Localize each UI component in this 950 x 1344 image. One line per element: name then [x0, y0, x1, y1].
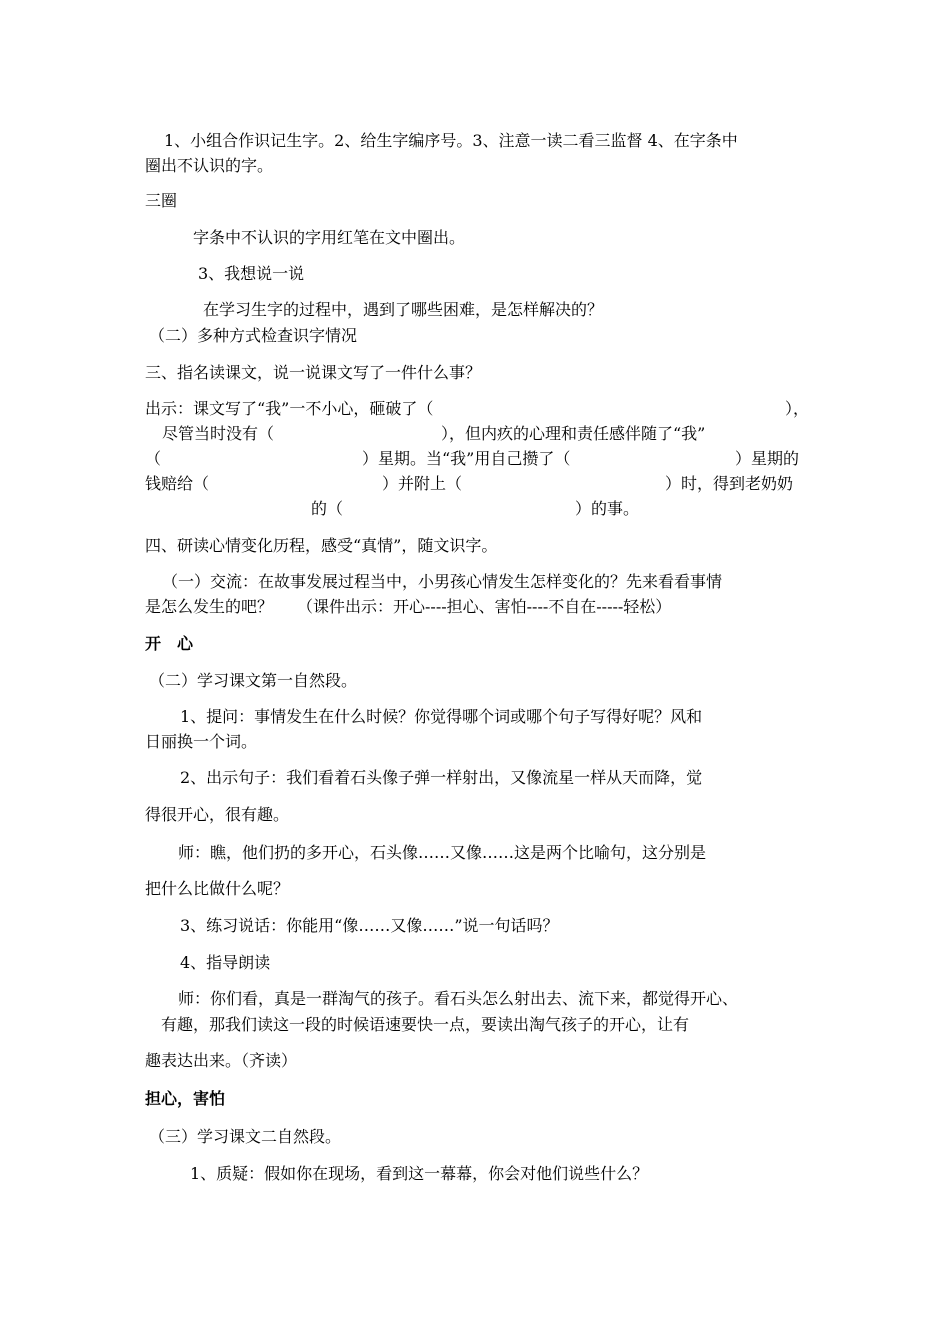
text-line: （一）交流：在故事发展过程当中，小男孩心情发生怎样变化的？先来看看事情 [162, 572, 723, 591]
text-line: 圈出不认识的字。 [145, 156, 274, 175]
text-line: （三）学习课文二自然段。 [149, 1127, 342, 1146]
text-line: 出示：课文写了“我”一不小心，砸破了（ [145, 399, 434, 418]
section-label: 三圈 [145, 191, 178, 210]
mood-heading: 开 心 [145, 634, 194, 653]
text-line: ）星期的 [735, 449, 800, 468]
text-line: ）， [785, 399, 810, 418]
text-line: 2、出示句子：我们看着石头像子弹一样射出，又像流星一样从天而降，觉 [180, 768, 703, 787]
text-line: ）并附上（ [382, 474, 463, 493]
text-line: 把什么比做什么呢？ [145, 879, 290, 898]
text-line: （ [145, 449, 162, 468]
text-line: 有趣，那我们读这一段的时候语速要快一点，要读出淘气孩子的开心，让有 [161, 1015, 690, 1034]
text-line: 日丽换一个词。 [145, 732, 258, 751]
text-line: 3、练习说话：你能用“像……又像……”说一句话吗？ [180, 916, 559, 935]
text-line: 师：你们看，真是一群淘气的孩子。看石头怎么射出去、流下来，都觉得开心、 [178, 989, 739, 1008]
text-line: 师：瞧，他们扔的多开心，石头像……又像……这是两个比喻句，这分别是 [178, 843, 707, 862]
text-line: 得很开心，很有趣。 [145, 805, 290, 824]
section-heading: 四、研读心情变化历程，感受“真情”，随文识字。 [145, 536, 498, 555]
text-line: 是怎么发生的吧？ （课件出示：开心----担心、害怕----不自在-----轻松） [145, 597, 672, 616]
text-line: 3、我想说一说 [198, 264, 305, 283]
text-line: ）时，得到老奶奶 [665, 474, 794, 493]
text-line: 1、提问：事情发生在什么时候？你觉得哪个词或哪个句子写得好呢？风和 [180, 707, 703, 726]
text-line: 1、质疑：假如你在现场，看到这一幕幕，你会对他们说些什么？ [190, 1164, 649, 1183]
text-line: 在学习生字的过程中，遇到了哪些困难，是怎样解决的？ [203, 300, 604, 319]
text-line: 钱赔给（ [145, 474, 210, 493]
text-line: ）星期。当“我”用自己攒了（ [362, 449, 571, 468]
text-line: 趣表达出来。（齐读） [145, 1051, 298, 1070]
text-line: 字条中不认识的字用红笔在文中圈出。 [193, 228, 466, 247]
text-line: 尽管当时没有（ [162, 424, 275, 443]
text-line: 的（ [311, 499, 344, 518]
section-heading: 三、指名读课文，说一说课文写了一件什么事？ [145, 363, 482, 382]
text-line: （二）多种方式检查识字情况 [149, 326, 358, 345]
text-line: 1、小组合作识记生字。2、给生字编序号。3、注意一读二看三监督 4、在字条中 [164, 131, 738, 150]
text-line: ）的事。 [575, 499, 640, 518]
text-line: （二）学习课文第一自然段。 [149, 671, 358, 690]
text-line: ），但内疚的心理和责任感伴随了“我” [441, 424, 706, 443]
text-line: 4、指导朗读 [180, 953, 271, 972]
mood-heading: 担心，害怕 [145, 1089, 226, 1108]
